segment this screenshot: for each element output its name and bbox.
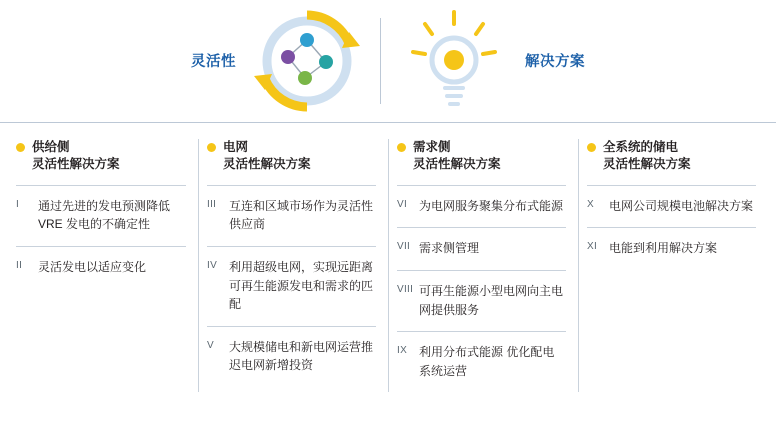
list-item <box>587 185 756 228</box>
list-item <box>207 246 376 326</box>
banner-label-solutions: 解决方案 <box>525 54 585 70</box>
circular-arrows-network-icon <box>248 2 366 120</box>
column-title-line1: 需求侧 <box>412 140 451 154</box>
column-supply-side <box>8 139 198 392</box>
column-title <box>603 139 691 173</box>
bullet-icon <box>207 143 216 152</box>
column-title-line2: 灵活性解决方案 <box>32 156 120 171</box>
banner-divider <box>380 18 381 104</box>
item-text: 需求侧管理 <box>418 241 479 256</box>
item-text: 为电网服务聚集分布式能源 <box>418 198 563 213</box>
item-text: 大规模储电和新电网运营推迟电网新增投资 <box>228 339 373 373</box>
column-title <box>223 139 311 173</box>
bullet-icon <box>397 143 406 152</box>
column-system-storage <box>578 139 768 392</box>
list-item <box>16 246 186 289</box>
bullet-icon <box>16 143 25 152</box>
header-banner <box>0 0 776 123</box>
item-number: VIII <box>396 283 414 295</box>
item-text: 互连和区域市场作为灵活性供应商 <box>228 198 373 232</box>
list-item <box>397 227 566 270</box>
column-title <box>413 139 501 173</box>
column-title-line1: 电网 <box>222 140 248 154</box>
column-title-line1: 供给侧 <box>32 140 70 154</box>
banner-label-flexibility: 灵活性 <box>191 54 236 70</box>
item-number: IX <box>396 345 408 357</box>
item-text: 利用分布式能源 优化配电系统运营 <box>418 345 555 378</box>
list-item <box>16 185 186 246</box>
column-title <box>32 139 120 173</box>
column-header <box>207 139 376 173</box>
column-demand-side <box>388 139 578 392</box>
solutions-columns <box>0 123 776 392</box>
item-number: I <box>16 198 20 210</box>
item-number: VII <box>396 241 411 253</box>
item-number: XI <box>586 241 598 253</box>
column-grid <box>198 139 388 392</box>
item-text: 灵活发电以适应变化 <box>38 259 147 274</box>
item-number: IV <box>206 259 218 271</box>
item-number: V <box>206 339 214 351</box>
column-header <box>16 139 186 173</box>
column-header <box>587 139 756 173</box>
item-number: II <box>16 259 23 271</box>
item-number: X <box>586 198 594 210</box>
item-text: 通过先进的发电预测降低 VRE 发电的不确定性 <box>38 198 171 232</box>
item-text: 电能到利用解决方案 <box>608 241 717 256</box>
item-number: VI <box>396 198 408 210</box>
list-item <box>397 185 566 228</box>
column-header <box>397 139 566 173</box>
list-item <box>397 270 566 331</box>
banner-content <box>0 0 776 121</box>
column-title-line2: 灵活性解决方案 <box>412 156 501 171</box>
item-text: 利用超级电网，实现远距离可再生能源发电和需求的匹配 <box>228 259 373 312</box>
item-number: III <box>206 198 217 210</box>
column-title-line2: 灵活性解决方案 <box>222 156 311 171</box>
bullet-icon <box>587 143 596 152</box>
list-item <box>207 185 376 246</box>
list-item <box>397 331 566 392</box>
item-text: 可再生能源小型电网向主电网提供服务 <box>418 283 563 317</box>
column-title-line2: 灵活性解决方案 <box>602 156 691 171</box>
list-item <box>587 227 756 270</box>
lightbulb-icon <box>395 2 513 120</box>
list-item <box>207 326 376 387</box>
column-title-line1: 全系统的储电 <box>602 140 678 154</box>
item-text: 电网公司规模电池解决方案 <box>608 198 753 213</box>
